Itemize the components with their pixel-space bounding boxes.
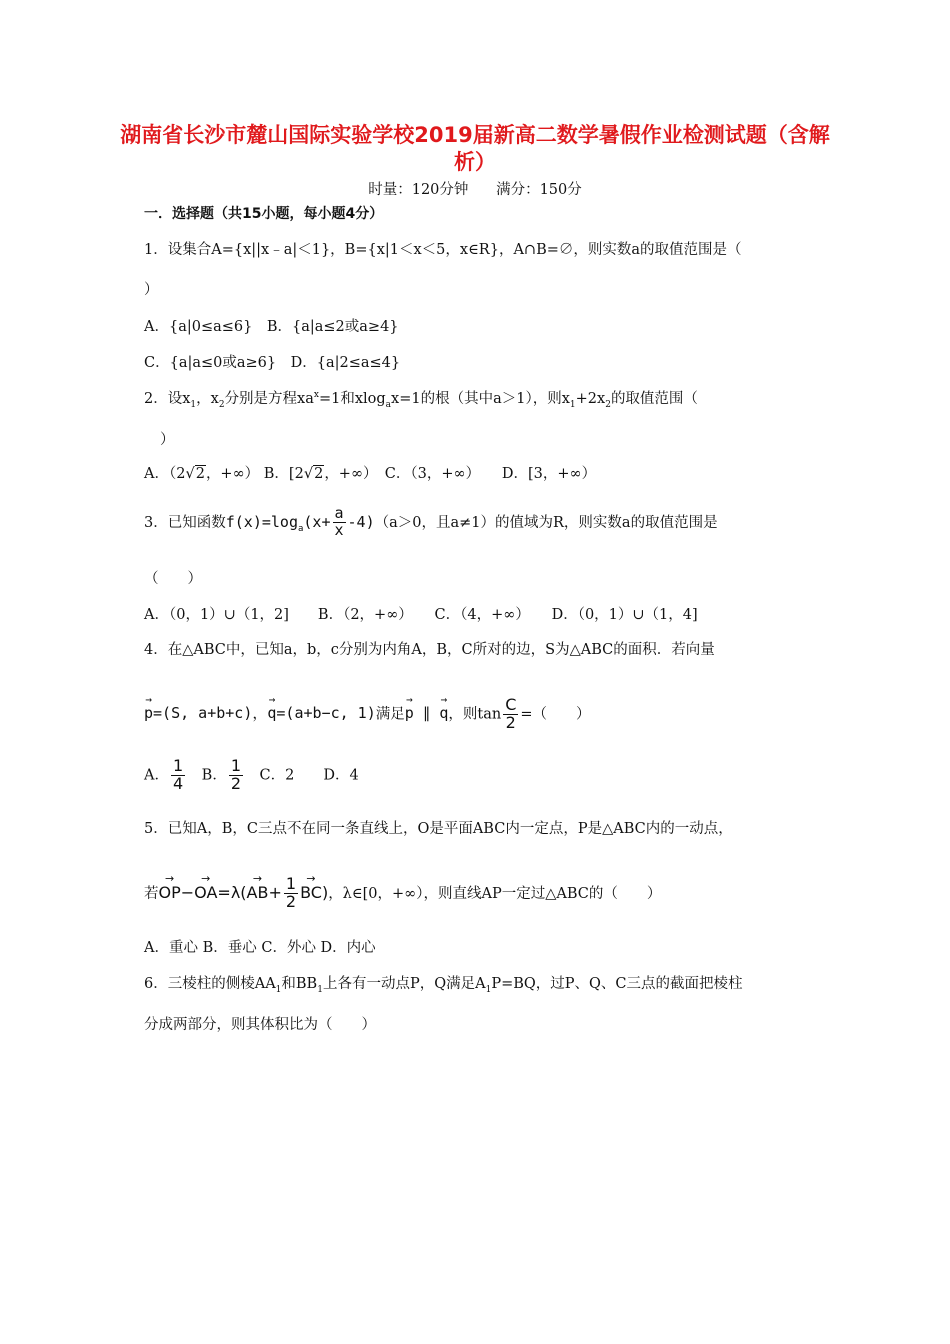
q5-stem: 5．已知A，B，C三点不在同一条直线上，O是平面ABC内一定点，P是△ABC内的一动点， bbox=[144, 821, 733, 837]
q6-stem: 6．三棱柱的侧棱$AA_1$和$BB_1$上各有一动点P，Q满足$A_1P=BQ$，过P、Q、C三点的截面把棱柱 bbox=[144, 976, 743, 995]
q1-close: ） bbox=[144, 282, 159, 298]
q1-options-row1: A．{a|0≤a≤6} B．{a|a≤2或a≥4} bbox=[144, 319, 399, 335]
q1-stem: 1．设集合A={x||x﹣a|＜1}，B={x|1＜x＜5，x∈R}，A∩B=∅，则实数a的取值范围是（ bbox=[144, 242, 742, 258]
q3-options: A．（0，1）∪（1，2] B．（2，+∞） C．（4，+∞） D．（0，1）∪（1，4] bbox=[144, 607, 698, 623]
q1-options-row2: C．{a|a≤0或a≥6} D．{a|2≤a≤4} bbox=[144, 355, 401, 371]
score-label: 满分：150分 bbox=[496, 182, 582, 198]
q2-option-a: A．（2√2，+∞） bbox=[144, 466, 260, 482]
q2-stem: 2．设$x_1$，$x_2$分别是方程$xa^x=1$和xlog$_a$x=1的根（其中a＞1），则$x_1+2x_2$的取值范围（ bbox=[144, 390, 698, 410]
q4-vectors: → p=(S, a+b+c)，→ q=(a+b−c, 1)满足→ p ∥ → q，则tan $\frac{C}{2}$ =（ ） bbox=[144, 697, 591, 732]
q2-option-d: D．[3，+∞） bbox=[501, 466, 597, 482]
q2-option-b: B．[2√2，+∞） bbox=[263, 466, 371, 482]
section-heading: 一．选择题（共15小题，每小题4分） bbox=[144, 206, 384, 222]
q5-equation: 若→ OP−→ OA=λ(→ AB+ $\frac{1}{2}$ → BC)，λ∈[0，+∞），则直线AP一定过△ABC的（ ） bbox=[144, 876, 661, 911]
q3-blank: （ ） bbox=[144, 571, 202, 587]
exam-meta bbox=[120, 178, 830, 199]
q4-stem: 4．在△ABC中，已知a，b，c分别为内角A，B，C所对的边，S为△ABC的面积．若向量 bbox=[144, 642, 715, 658]
q2-options bbox=[144, 462, 596, 483]
q4-options: A． $\frac{1}{4}$ B． $\frac{1}{2}$ C．2 D．4 bbox=[144, 756, 359, 793]
q3-stem: 3．已知函数$f(x)=\log_a(x+$ $\frac{a}{x}$ -4)（a＞0，且a≠1）的值域为R，则实数a的取值范围是 bbox=[144, 504, 718, 539]
q2-close: ） bbox=[160, 432, 175, 448]
q2-option-c: C．（3，+∞） bbox=[384, 466, 473, 482]
page-title: 湖南省长沙市麓山国际实验学校2019届新高二数学暑假作业检测试题（含解析） bbox=[120, 123, 830, 174]
q5-options: A．重心 B．垂心 C．外心 D．内心 bbox=[144, 940, 376, 956]
time-label: 时量：120分钟 bbox=[368, 182, 469, 198]
q3-function: $f(x)=\log_a(x+$ $\frac{a}{x}$ -4) bbox=[225, 504, 375, 539]
q6-line2: 分成两部分，则其体积比为（ ） bbox=[144, 1017, 376, 1033]
